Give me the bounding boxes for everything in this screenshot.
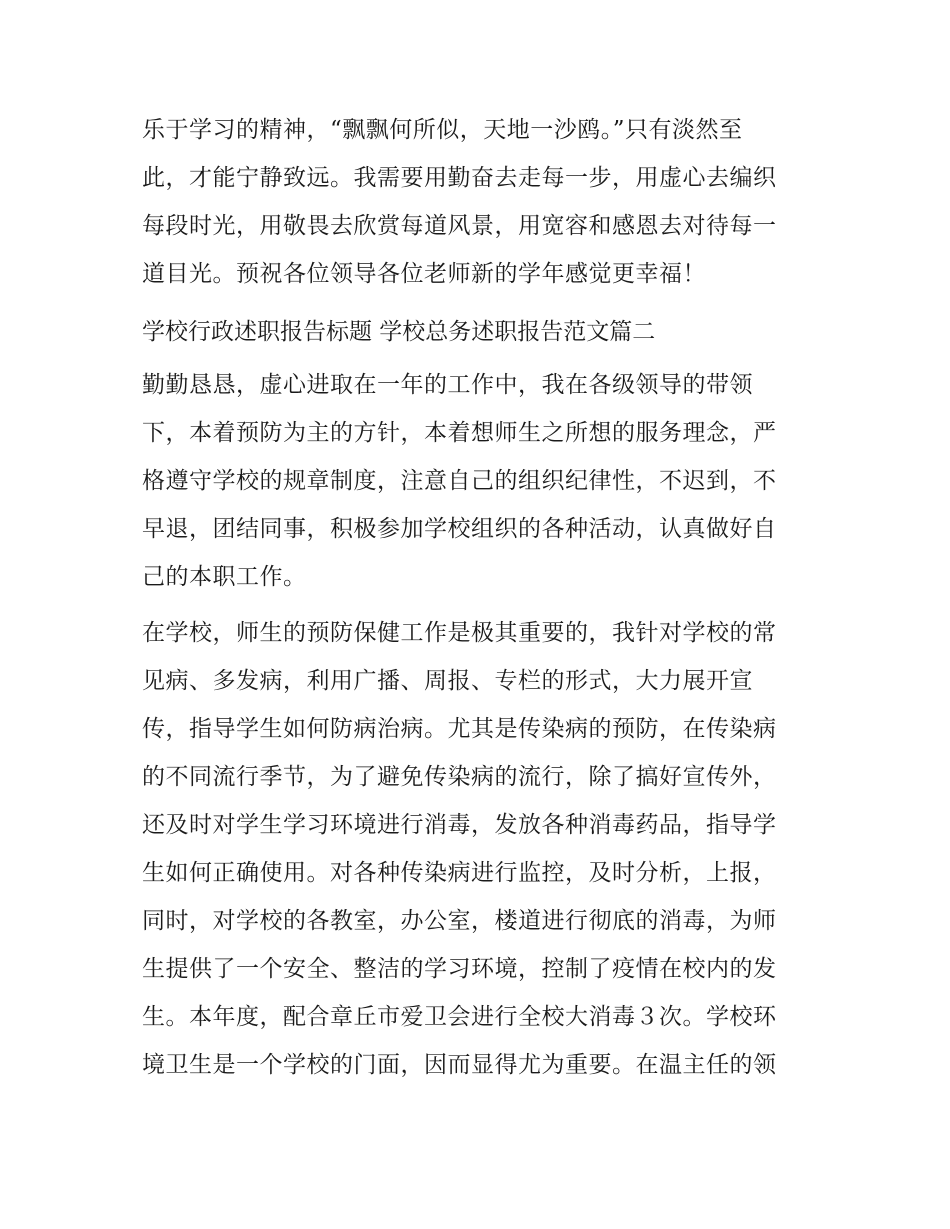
text-line: 境卫生是一个学校的门面，因而显得尤为重要。在温主任的领	[142, 1052, 777, 1078]
text-line: 见病、多发病，利用广播、周报、专栏的形式，大力展开宣	[142, 668, 753, 694]
text-line: 勤勤恳恳，虚心进取在一年的工作中，我在各级领导的带领	[142, 372, 753, 398]
text-line: 还及时对学生学习环境进行消毒，发放各种消毒药品，指导学	[142, 812, 777, 838]
text-line: 生。本年度，配合章丘市爱卫会进行全校大消毒３次。学校环	[142, 1004, 777, 1030]
text-line: 早退，团结同事，积极参加学校组织的各种活动，认真做好自	[142, 516, 777, 542]
text-line: 传，指导学生如何防病治病。尤其是传染病的预防，在传染病	[142, 716, 777, 742]
text-line: 每段时光，用敬畏去欣赏每道风景，用宽容和感恩去对待每一	[142, 213, 777, 239]
text-line: 己的本职工作。	[142, 564, 307, 590]
text-line: 同时，对学校的各教室，办公室，楼道进行彻底的消毒，为师	[142, 908, 777, 934]
text-line: 生提供了一个安全、整洁的学习环境，控制了疫情在校内的发	[142, 956, 777, 982]
text-line: 格遵守学校的规章制度，注意自己的组织纪律性，不迟到，不	[142, 468, 777, 494]
text-line: 生如何正确使用。对各种传染病进行监控，及时分析，上报，	[142, 860, 777, 886]
text-line: 乐于学习的精神，“飘飘何所似，天地一沙鸥。”只有淡然至	[142, 117, 743, 143]
text-line: 道目光。预祝各位领导各位老师新的学年感觉更幸福！	[142, 261, 706, 287]
text-line: 的不同流行季节，为了避免传染病的流行，除了搞好宣传外，	[142, 764, 777, 790]
text-line: 在学校，师生的预防保健工作是极其重要的，我针对学校的常	[142, 620, 777, 646]
text-line: 此，才能宁静致远。我需要用勤奋去走每一步，用虚心去编织	[142, 165, 777, 191]
section-heading: 学校行政述职报告标题 学校总务述职报告范文篇二	[142, 319, 656, 345]
text-line: 下，本着预防为主的方针，本着想师生之所想的服务理念，严	[142, 420, 777, 446]
